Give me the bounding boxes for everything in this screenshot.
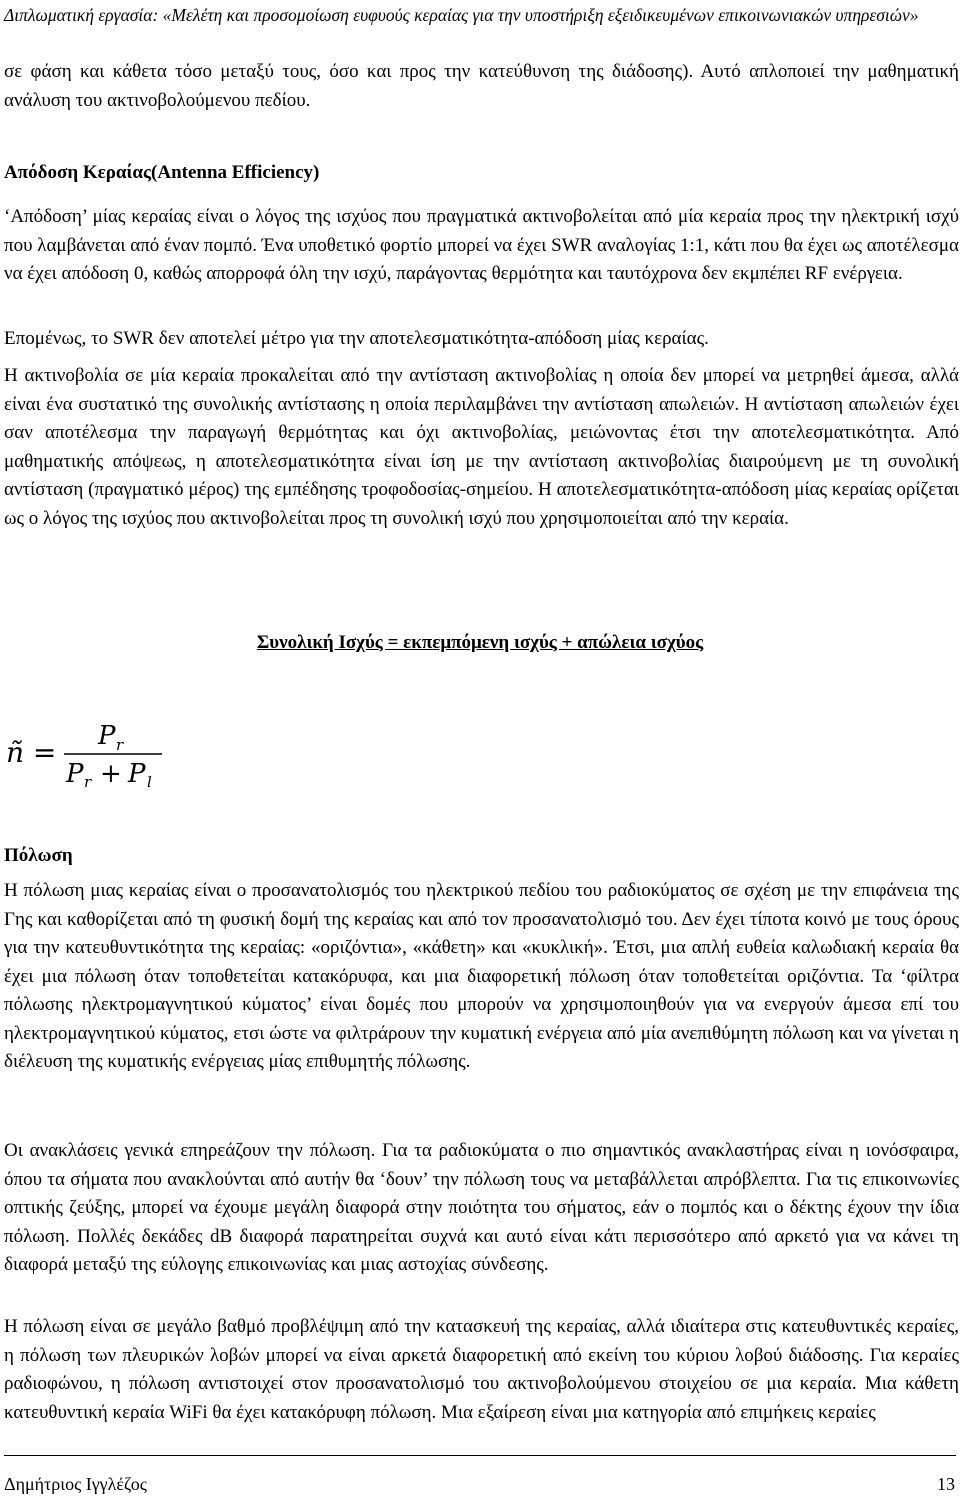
svg-text:r: r — [84, 773, 92, 788]
svg-text:P: P — [128, 759, 146, 788]
footer-author: Δημήτριος Ιγγλέζος — [4, 1474, 147, 1494]
svg-text:r: r — [116, 736, 124, 754]
total-power-equation: Συνολική Ισχύς = εκπεμπόμενη ισχύς + απώλεια ισχύος — [256, 632, 704, 653]
running-header: Διπλωματική εργασία: «Μελέτη και προσομοίωση ευφυούς κεραίας για την υποστήριξη εξειδικευμένων επικοινωνιακών υπηρεσιών» — [4, 5, 919, 25]
efficiency-heading: Απόδοση Κεραίας(Antenna Efficiency) — [4, 162, 320, 183]
efficiency-formula — [6, 716, 166, 788]
svg-text:l: l — [147, 773, 152, 788]
svg-text:+: + — [100, 759, 122, 788]
formula-denominator — [65, 759, 152, 788]
polarization-paragraph-2: Οι ανακλάσεις γενικά επηρεάζουν την πόλωση. Για τα ραδιοκύματα ο πιο σημαντικός ανακλαστήρας είναι η ιονόσφαιρα, όπου τα σήματα που ανακλούνται από αυτήν θα ‘δουν’ την πόλωση τους να μεταβάλλεται απρόβλεπτα. Για τις επικοινωνίες οπτικής ζεύξης, μπορεί να έχουμε μεγάλη διαφορά στην ποιότητα του σήματος, εάν ο πομπός και ο δέκτης έχουν την ίδια πόλωση. Πολλές δεκάδες dB διαφορά παρατηρείται συχνά και αυτό είναι κάτι περισσότερο από αρκετό για να κάνει τη διαφορά μεταξύ της εύλογης επικοινωνίας και μιας αστοχίας σύνδεσης. — [4, 1140, 959, 1275]
efficiency-paragraph-2: Επομένως, το SWR δεν αποτελεί μέτρο για την αποτελεσματικότητα-απόδοση μίας κεραίας. — [4, 328, 709, 349]
intro-paragraph: σε φάση και κάθετα τόσο μεταξύ τους, όσο και προς την κατεύθυνση της διάδοσης). Αυτό απλοποιεί την μαθηματική ανάλυση του ακτινοβολούμενου πεδίου. — [4, 61, 959, 111]
formula-numerator — [97, 721, 124, 754]
footer-divider — [4, 1455, 956, 1456]
svg-text:P: P — [66, 759, 84, 788]
svg-text:P: P — [98, 721, 116, 751]
efficiency-paragraph-1: ‘Απόδοση’ μίας κεραίας είναι ο λόγος της ισχύος που πραγματικά ακτινοβολείται από μία κεραία προς την ηλεκτρική ισχύ που λαμβάνεται από έναν πομπό. Ένα υποθετικό φορτίο μπορεί να έχει SWR αναλογίας 1:1, κάτι που θα έχει ως αποτέλεσμα να έχει απόδοση 0, καθώς απορροφά όλη την ισχύ, παράγοντας θερμότητα και ταυτόχρονα δεν εκμπέπει RF ενέργεια. — [4, 206, 959, 284]
efficiency-paragraph-3: Η ακτινοβολία σε μία κεραία προκαλείται από την αντίσταση ακτινοβολίας η οποία δεν μπορεί να μετρηθεί άμεσα, αλλά είναι ένα συστατικό της συνολικής αντίστασης η οποία περιλαμβάνει την αντίσταση απωλειών. Η αντίσταση απωλειών έχει σαν αποτέλεσμα την παραγωγή θερμότητας και όχι ακτινοβολίας, μειώνοντας έτσι την αποτελεσματικότητα. Από μαθηματικής απόψεως, η αποτελεσματικότητα είναι ίση με την αντίσταση ακτινοβολίας διαιρούμενη με τη συνολική αντίσταση (πραγματικό μέρος) της εμπέδησης τροφοδοσίας-σημείου. Η αποτελεσματικότητα-απόδοση μίας κεραίας ορίζεται ως ο λόγος της ισχύος που ακτινοβολείται προς τη συνολική ισχύ που χρησιμοποιείται από την κεραία. — [4, 365, 959, 529]
polarization-paragraph-3: Η πόλωση είναι σε μεγάλο βαθμό προβλέψιμη από την κατασκευή της κεραίας, αλλά ιδιαίτερα στις κατευθυντικές κεραίες, η πόλωση των πλευρικών λοβών μπορεί να είναι αρκετά διαφορετική από εκείνη του κύριου λοβού διάδοσης. Για κεραίες ραδιοφώνου, η πόλωση αντιστοιχεί στον προσανατολισμό του ακτινοβολούμενου στοιχείου σε μια κεραία. Μια κάθετη κατευθυντική κεραία WiFi θα έχει κατακόρυφη πόλωση. Μια εξαίρεση είναι μια κατηγορία από επιμήκεις κεραίες — [4, 1316, 959, 1423]
polarization-heading: Πόλωση — [4, 845, 73, 866]
page-number: 13 — [937, 1474, 955, 1494]
formula-lhs: ñ = — [6, 736, 57, 769]
polarization-paragraph-1: Η πόλωση μιας κεραίας είναι ο προσανατολισμός του ηλεκτρικού πεδίου του ραδιοκύματος σε σχέση με την επιφάνεια της Γης και καθορίζεται από τη φυσική δομή της κεραίας και από τον προσανατολισμό του. Δεν έχει τίποτα κοινό με τους όρους για την κατευθυντικότητα της κεραίας: «οριζόντια», «κάθετη» και «κυκλική». Έτσι, μια απλή ευθεία καλωδιακή κεραία θα έχει μια πόλωση όταν τοποθετείται κατακόρυφα, και μια διαφορετική πόλωση όταν τοποθετείται οριζόντια. Τα ‘φίλτρα πόλωσης ηλεκτρομαγνητικού κύματος’ είναι δομές που μπορούν να χρησιμοποιηθούν για να ενεργούν άμεσα επί του ηλεκτρομαγνητικού κύματος, ετσι ώστε να φιλτράρουν την κυματική ενέργεια από μία ανεπιθύμητη πόλωση και να γίνεται η διέλευση της κυματικής ενέργειας μίας επιθυμητής πόλωσης. — [4, 880, 959, 1072]
